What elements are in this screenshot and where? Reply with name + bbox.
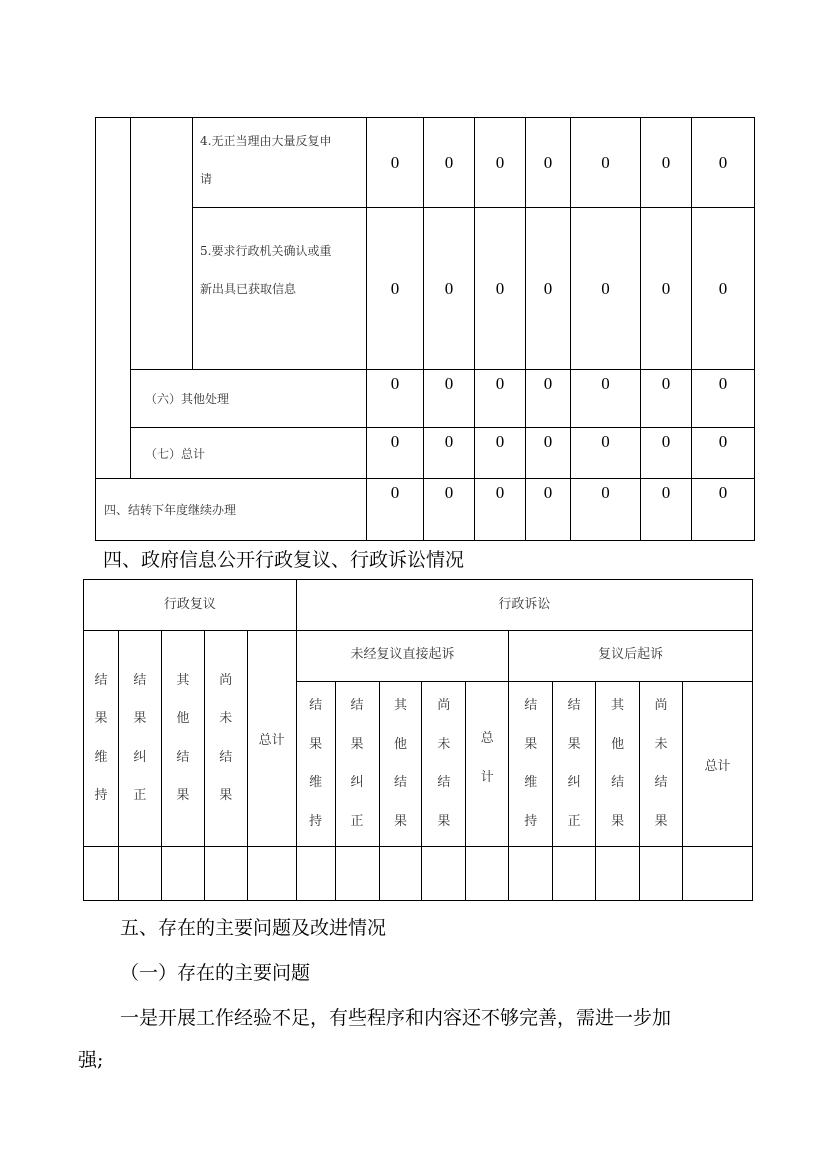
col-corrected: 结 果 纠 正 [335, 682, 379, 847]
value-cell: 0 [424, 428, 475, 479]
row-label: 四、结转下年度继续办理 [96, 479, 367, 541]
value-cell: 0 [475, 370, 526, 428]
value-cell: 0 [424, 479, 475, 541]
sub-category-cell [131, 118, 193, 370]
col-maintained: 结 果 维 持 [509, 682, 553, 847]
value-cell: 0 [692, 370, 755, 428]
disclosure-stats-table [95, 117, 755, 541]
value-cell: 0 [367, 370, 424, 428]
value-cell: 0 [475, 479, 526, 541]
value-cell [466, 847, 509, 901]
value-cell: 0 [475, 208, 526, 370]
header-row [84, 631, 753, 682]
row-label: 4.无正当理由大量反复申 请 [193, 118, 367, 208]
table-row [96, 479, 755, 541]
value-cell: 0 [692, 479, 755, 541]
value-cell: 0 [367, 208, 424, 370]
value-cell: 0 [526, 118, 571, 208]
value-cell [640, 847, 683, 901]
col-other: 其 他 结 果 [161, 631, 204, 847]
value-cell: 0 [367, 479, 424, 541]
value-cell: 0 [641, 370, 692, 428]
value-cell: 0 [571, 428, 641, 479]
value-cell [379, 847, 422, 901]
table-row [96, 428, 755, 479]
value-cell: 0 [424, 118, 475, 208]
value-cell: 0 [571, 208, 641, 370]
value-cell: 0 [367, 428, 424, 479]
value-cell [422, 847, 466, 901]
value-cell [161, 847, 204, 901]
row-label: （六）其他处理 [131, 370, 367, 428]
value-cell [596, 847, 640, 901]
section-heading: 五、存在的主要问题及改进情况 [120, 917, 387, 939]
col-total: 总 计 [466, 682, 509, 847]
col-pending: 尚 未 结 果 [422, 682, 466, 847]
value-cell: 0 [641, 118, 692, 208]
after-review-suit-header: 复议后起诉 [509, 631, 753, 682]
col-other: 其 他 结 果 [596, 682, 640, 847]
value-cell: 0 [475, 428, 526, 479]
value-cell: 0 [641, 479, 692, 541]
value-cell: 0 [641, 208, 692, 370]
col-total: 总计 [247, 631, 296, 847]
value-cell: 0 [692, 428, 755, 479]
review-litigation-table [83, 579, 753, 901]
value-cell [84, 847, 119, 901]
value-cell [553, 847, 596, 901]
value-cell: 0 [641, 428, 692, 479]
value-cell: 0 [367, 118, 424, 208]
value-cell [204, 847, 247, 901]
value-cell [509, 847, 553, 901]
value-cell: 0 [692, 118, 755, 208]
sub-heading: （一）存在的主要问题 [120, 962, 311, 984]
col-corrected: 结 果 纠 正 [553, 682, 596, 847]
value-cell [682, 847, 752, 901]
value-cell: 0 [526, 428, 571, 479]
admin-review-header: 行政复议 [84, 580, 297, 631]
col-corrected: 结 果 纠 正 [118, 631, 161, 847]
value-cell: 0 [526, 208, 571, 370]
col-pending: 尚 未 结 果 [204, 631, 247, 847]
value-cell: 0 [692, 208, 755, 370]
value-cell: 0 [571, 479, 641, 541]
value-cell: 0 [526, 370, 571, 428]
admin-litigation-header: 行政诉讼 [296, 580, 752, 631]
col-total: 总计 [682, 682, 752, 847]
col-other: 其 他 结 果 [379, 682, 422, 847]
section-heading: 四、政府信息公开行政复议、行政诉讼情况 [103, 549, 465, 571]
direct-suit-header: 未经复议直接起诉 [296, 631, 509, 682]
col-pending: 尚 未 结 果 [640, 682, 683, 847]
paragraph-line: 强; [78, 1049, 104, 1071]
value-cell: 0 [571, 118, 641, 208]
value-cell [118, 847, 161, 901]
value-cell [335, 847, 379, 901]
col-maintained: 结 果 维 持 [84, 631, 119, 847]
data-row [84, 847, 753, 901]
table-row [96, 208, 755, 370]
row-label: （七）总计 [131, 428, 367, 479]
table-row [96, 370, 755, 428]
value-cell: 0 [526, 479, 571, 541]
value-cell: 0 [571, 370, 641, 428]
table-row [96, 118, 755, 208]
value-cell: 0 [424, 370, 475, 428]
header-row [84, 580, 753, 631]
value-cell [296, 847, 335, 901]
paragraph-line: 一是开展工作经验不足，有些程序和内容还不够完善，需进一步加 [120, 1007, 672, 1029]
row-label: 5.要求行政机关确认或重 新出具已获取信息 [193, 208, 367, 370]
value-cell: 0 [424, 208, 475, 370]
col-maintained: 结 果 维 持 [296, 682, 335, 847]
outer-category-cell [96, 118, 131, 479]
value-cell: 0 [475, 118, 526, 208]
value-cell [247, 847, 296, 901]
